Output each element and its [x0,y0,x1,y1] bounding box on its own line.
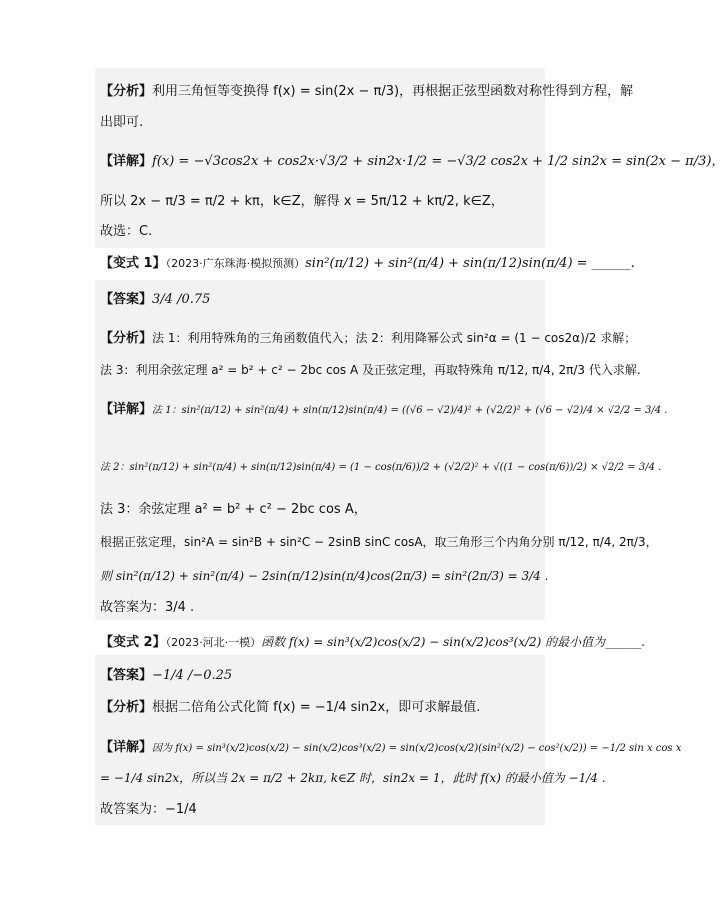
answer-tag: 【答案】 [100,292,153,307]
variant1-detail-result: 则 sin²(π/12) + sin²(π/4) − 2sin(π/12)sin(π/4)cos(2π/3) = sin²(2π/3) = 3/4 . [100,569,549,583]
detail-formula: f(x) = −√3cos2x + cos2x·√3/2 + sin2x·1/2 = −√3/2 cos2x + 1/2 sin2x = sin(2x − π/3)， [152,154,724,169]
example-detail-choice: 故选：C. [100,224,153,239]
variant2-question-text: 函数 f(x) = sin³(x/2)cos(x/2) − sin(x/2)cos³(x/2) 的最小值为______. [261,635,645,649]
method1-text: 法 1：sin²(π/12) + sin²(π/4) + sin(π/12)sin(π/4) = ((√6 − √2)/4)² + (√2/2)² + (√6 − √2)/4 × √2/2 = 3/4 . [152,405,668,416]
variant1-detail-conclusion: 故答案为：3/4 . [100,600,195,615]
variant2-answer [100,666,232,686]
example-analysis [100,82,633,102]
analysis-tag: 【分析】 [100,331,153,346]
variant2-tag: 【变式 2】 [100,635,166,650]
analysis-tag: 【分析】 [100,84,153,99]
analysis-text: 法 1：利用特殊角的三角函数值代入；法 2：利用降幂公式 sin²α = (1 − cos2α)/2 求解； [152,331,637,345]
answer-text: 3/4 /0.75 [152,292,211,307]
variant1-tag: 【变式 1】 [100,256,166,271]
detail-tag: 【详解】 [100,402,153,417]
variant2-detail-cont: = −1/4 sin2x，所以当 2x = π/2 + 2kπ, k∈Z 时，sin2x = 1，此时 f(x) 的最小值为 −1/4 . [100,771,606,785]
variant1-detail-method1 [100,400,667,421]
detail-tag: 【详解】 [100,740,153,755]
variant1-question [100,254,635,274]
analysis-tag: 【分析】 [100,700,153,715]
analysis-text: 根据二倍角公式化简 f(x) = −1/4 sin2x，即可求解最值. [152,700,481,715]
variant1-answer [100,290,210,310]
example-detail-solve: 所以 2x − π/3 = π/2 + kπ，k∈Z，解得 x = 5π/12 + kπ/2, k∈Z， [100,194,504,209]
variant2-source: （2023·河北·一模） [165,636,262,649]
analysis-text: 利用三角恒等变换得 f(x) = sin(2x − π/3)，再根据正弦型函数对称性得到方程，解 [152,84,634,99]
answer-tag: 【答案】 [100,668,153,683]
detail-tag: 【详解】 [100,154,153,169]
variant1-analysis-cont: 法 3：利用余弦定理 a² = b² + c² − 2bc cos A 及正弦定理，再取特殊角 π/12, π/4, 2π/3 代入求解. [100,363,641,377]
variant1-detail-sine-law: 根据正弦定理，sin²A = sin²B + sin²C − 2sinB sinC cosA，取三角形三个内角分别 π/12, π/4, 2π/3， [100,535,658,549]
example-detail [100,152,724,172]
answer-text: −1/4 /−0.25 [152,668,233,683]
variant2-question [100,632,645,653]
variant1-source: （2023·广东珠海·模拟预测） [165,257,306,270]
variant1-question-text: sin²(π/12) + sin²(π/4) + sin(π/12)sin(π/4) = ______. [305,256,635,271]
variant2-detail-conclusion: 故答案为：−1/4 [100,802,197,817]
variant1-detail-method3: 法 3：余弦定理 a² = b² + c² − 2bc cos A， [100,502,367,517]
variant2-analysis [100,698,480,718]
detail-formula: 因为 f(x) = sin³(x/2)cos(x/2) − sin(x/2)cos³(x/2) = sin(x/2)cos(x/2)(sin²(x/2) − cos²(x/2)) = −1/2 sin x cos x [152,743,682,754]
variant1-detail-method2: 法 2：sin²(π/12) + sin²(π/4) + sin(π/12)sin(π/4) = (1 − cos(π/6))/2 + (√2/2)² + √((1 − cos(π/6))/2) × √2/2 = 3/4 . [100,462,662,473]
variant2-detail [100,738,681,759]
example-analysis-cont: 出即可. [100,115,144,130]
variant1-analysis [100,328,636,349]
